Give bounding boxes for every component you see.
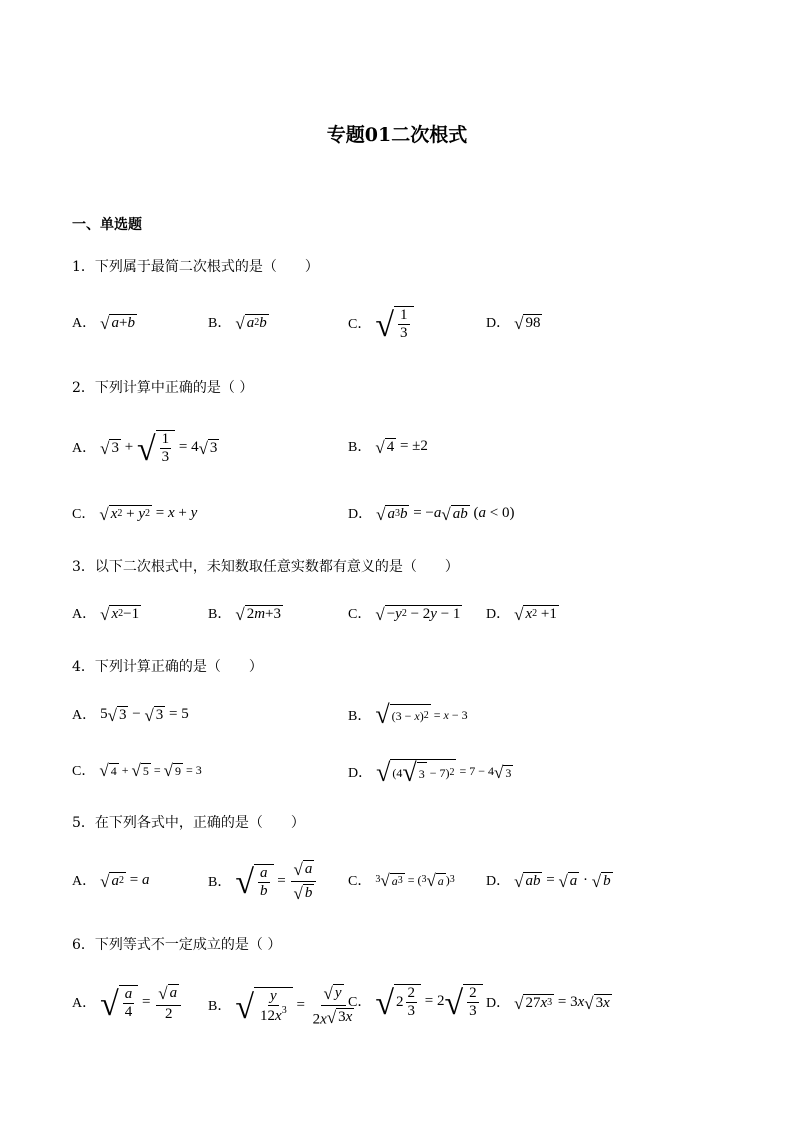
q6-option-d[interactable] [486, 992, 612, 1012]
q3-option-c[interactable] [348, 603, 462, 623]
q4-option-b[interactable] [348, 702, 468, 728]
q6-option-b[interactable] [208, 982, 358, 1028]
page-title: 专题01二次根式 [326, 124, 468, 146]
option-label: B． [348, 440, 372, 455]
option-label: D． [348, 765, 373, 781]
math-expression: √ $\frac{a}{4}$ = √ a 2 [100, 982, 183, 1023]
q1-option-c[interactable] [348, 304, 414, 343]
math-expression: √ x $^2$ −1 [100, 605, 140, 624]
math-expression: √ ab = √ a · √ b [514, 871, 611, 891]
q3-option-b[interactable] [208, 603, 283, 623]
q2-option-b[interactable] [348, 436, 428, 456]
option-label: A． [72, 874, 97, 889]
math-expression: √ a $^2$ b [235, 314, 267, 333]
math-expression: √ (3 − x ) $^2$ = x − 3 [375, 700, 468, 729]
option-label: B． [348, 709, 372, 724]
option-label: C． [72, 764, 96, 779]
q3-option-d[interactable] [486, 603, 559, 623]
q2-option-c[interactable] [72, 503, 197, 523]
option-label: D． [486, 996, 511, 1011]
math-expression: $^3$ √ a $^3$ = ( $^3$ √ a ) $^3$ [375, 871, 455, 890]
q5-option-c[interactable] [348, 870, 455, 890]
q4-option-d[interactable] [348, 757, 513, 786]
math-expression: √ − y $^2$ − 2 y − 1 [375, 605, 461, 624]
option-label: D． [486, 874, 511, 889]
question-5-stem: 5．在下列各式中，正确的是（ ） [72, 815, 305, 831]
q6-option-c[interactable] [348, 982, 483, 1021]
question-6-stem: 6．下列等式不一定成立的是（ ） [72, 937, 282, 953]
math-expression: √ 98 [514, 314, 541, 333]
math-expression: √ a $^3$ b = − a √ ab ( a < 0) [376, 504, 515, 524]
q6-option-a[interactable] [72, 982, 183, 1023]
q2-option-a[interactable] [72, 428, 219, 467]
option-label: C． [348, 874, 372, 889]
q5-option-b[interactable] [208, 858, 318, 904]
q2-option-d[interactable] [348, 503, 514, 523]
math-expression: √ $\frac{1}{3}$ [375, 304, 413, 343]
option-label: A． [72, 708, 97, 723]
question-1-stem: 1．下列属于最简二次根式的是（ ） [72, 259, 319, 275]
math-expression: √ 2 $\frac{2}{3}$ = 2 √ $\frac{2}{3}$ [375, 982, 482, 1021]
option-label: A． [72, 441, 97, 457]
option-label: D． [486, 607, 511, 622]
option-label: B． [208, 875, 232, 890]
option-label: B． [208, 999, 232, 1014]
math-expression: √ a + b [100, 314, 135, 333]
math-expression: √ a $^2$ = a [100, 871, 150, 891]
option-label: B． [208, 316, 232, 331]
math-expression: √ 4 + √ 5 = √ 9 = 3 [99, 761, 202, 780]
math-expression: √ 4 = ±2 [375, 437, 428, 457]
option-label: C． [348, 317, 372, 333]
q1-option-a[interactable] [72, 312, 137, 332]
section-heading: 一、单选题 [72, 217, 142, 233]
q4-option-a[interactable] [72, 704, 189, 724]
math-expression: √ (4 √ 3 − 7) $^2$ = 7 − 4 √ 3 [376, 758, 512, 787]
option-label: D． [486, 316, 511, 331]
question-2-stem: 2．下列计算中正确的是（ ） [72, 380, 254, 396]
option-label: A． [72, 607, 97, 622]
math-expression: √ 27 x $^3$ = 3 x √ 3 x [514, 993, 610, 1013]
q4-option-c[interactable] [72, 760, 202, 780]
math-expression: 5 √ 3 − √ 3 = 5 [100, 705, 189, 725]
question-4-stem: 4．下列计算正确的是（ ） [72, 659, 263, 675]
option-label: A． [72, 316, 97, 331]
math-expression: √ $\frac{a}{b}$ = √ a √ b [235, 858, 318, 904]
option-label: B． [208, 607, 232, 622]
math-expression: √ x $^2$ + y $^2$ = x + y [99, 504, 198, 524]
option-label: C． [72, 507, 96, 522]
q5-option-d[interactable] [486, 870, 613, 890]
q5-option-a[interactable] [72, 870, 149, 890]
option-label: A． [72, 996, 97, 1012]
q1-option-d[interactable] [486, 312, 542, 332]
option-label: C． [348, 995, 372, 1011]
option-label: D． [348, 507, 373, 522]
math-expression: √ 2 m +3 [235, 605, 281, 624]
math-expression: √ $\frac{y}{12x^3}$ = √ y 2x √ 3 x [235, 982, 358, 1028]
option-label: C． [348, 607, 372, 622]
q3-option-a[interactable] [72, 603, 141, 623]
math-expression: √ x $^2$ +1 [514, 605, 557, 624]
q1-option-b[interactable] [208, 312, 269, 332]
question-3-stem: 3．以下二次根式中，未知数取任意实数都有意义的是（ ） [72, 559, 459, 575]
math-expression: √ 3 + √ $\frac{1}{3}$ = 4 √ 3 [100, 430, 218, 468]
